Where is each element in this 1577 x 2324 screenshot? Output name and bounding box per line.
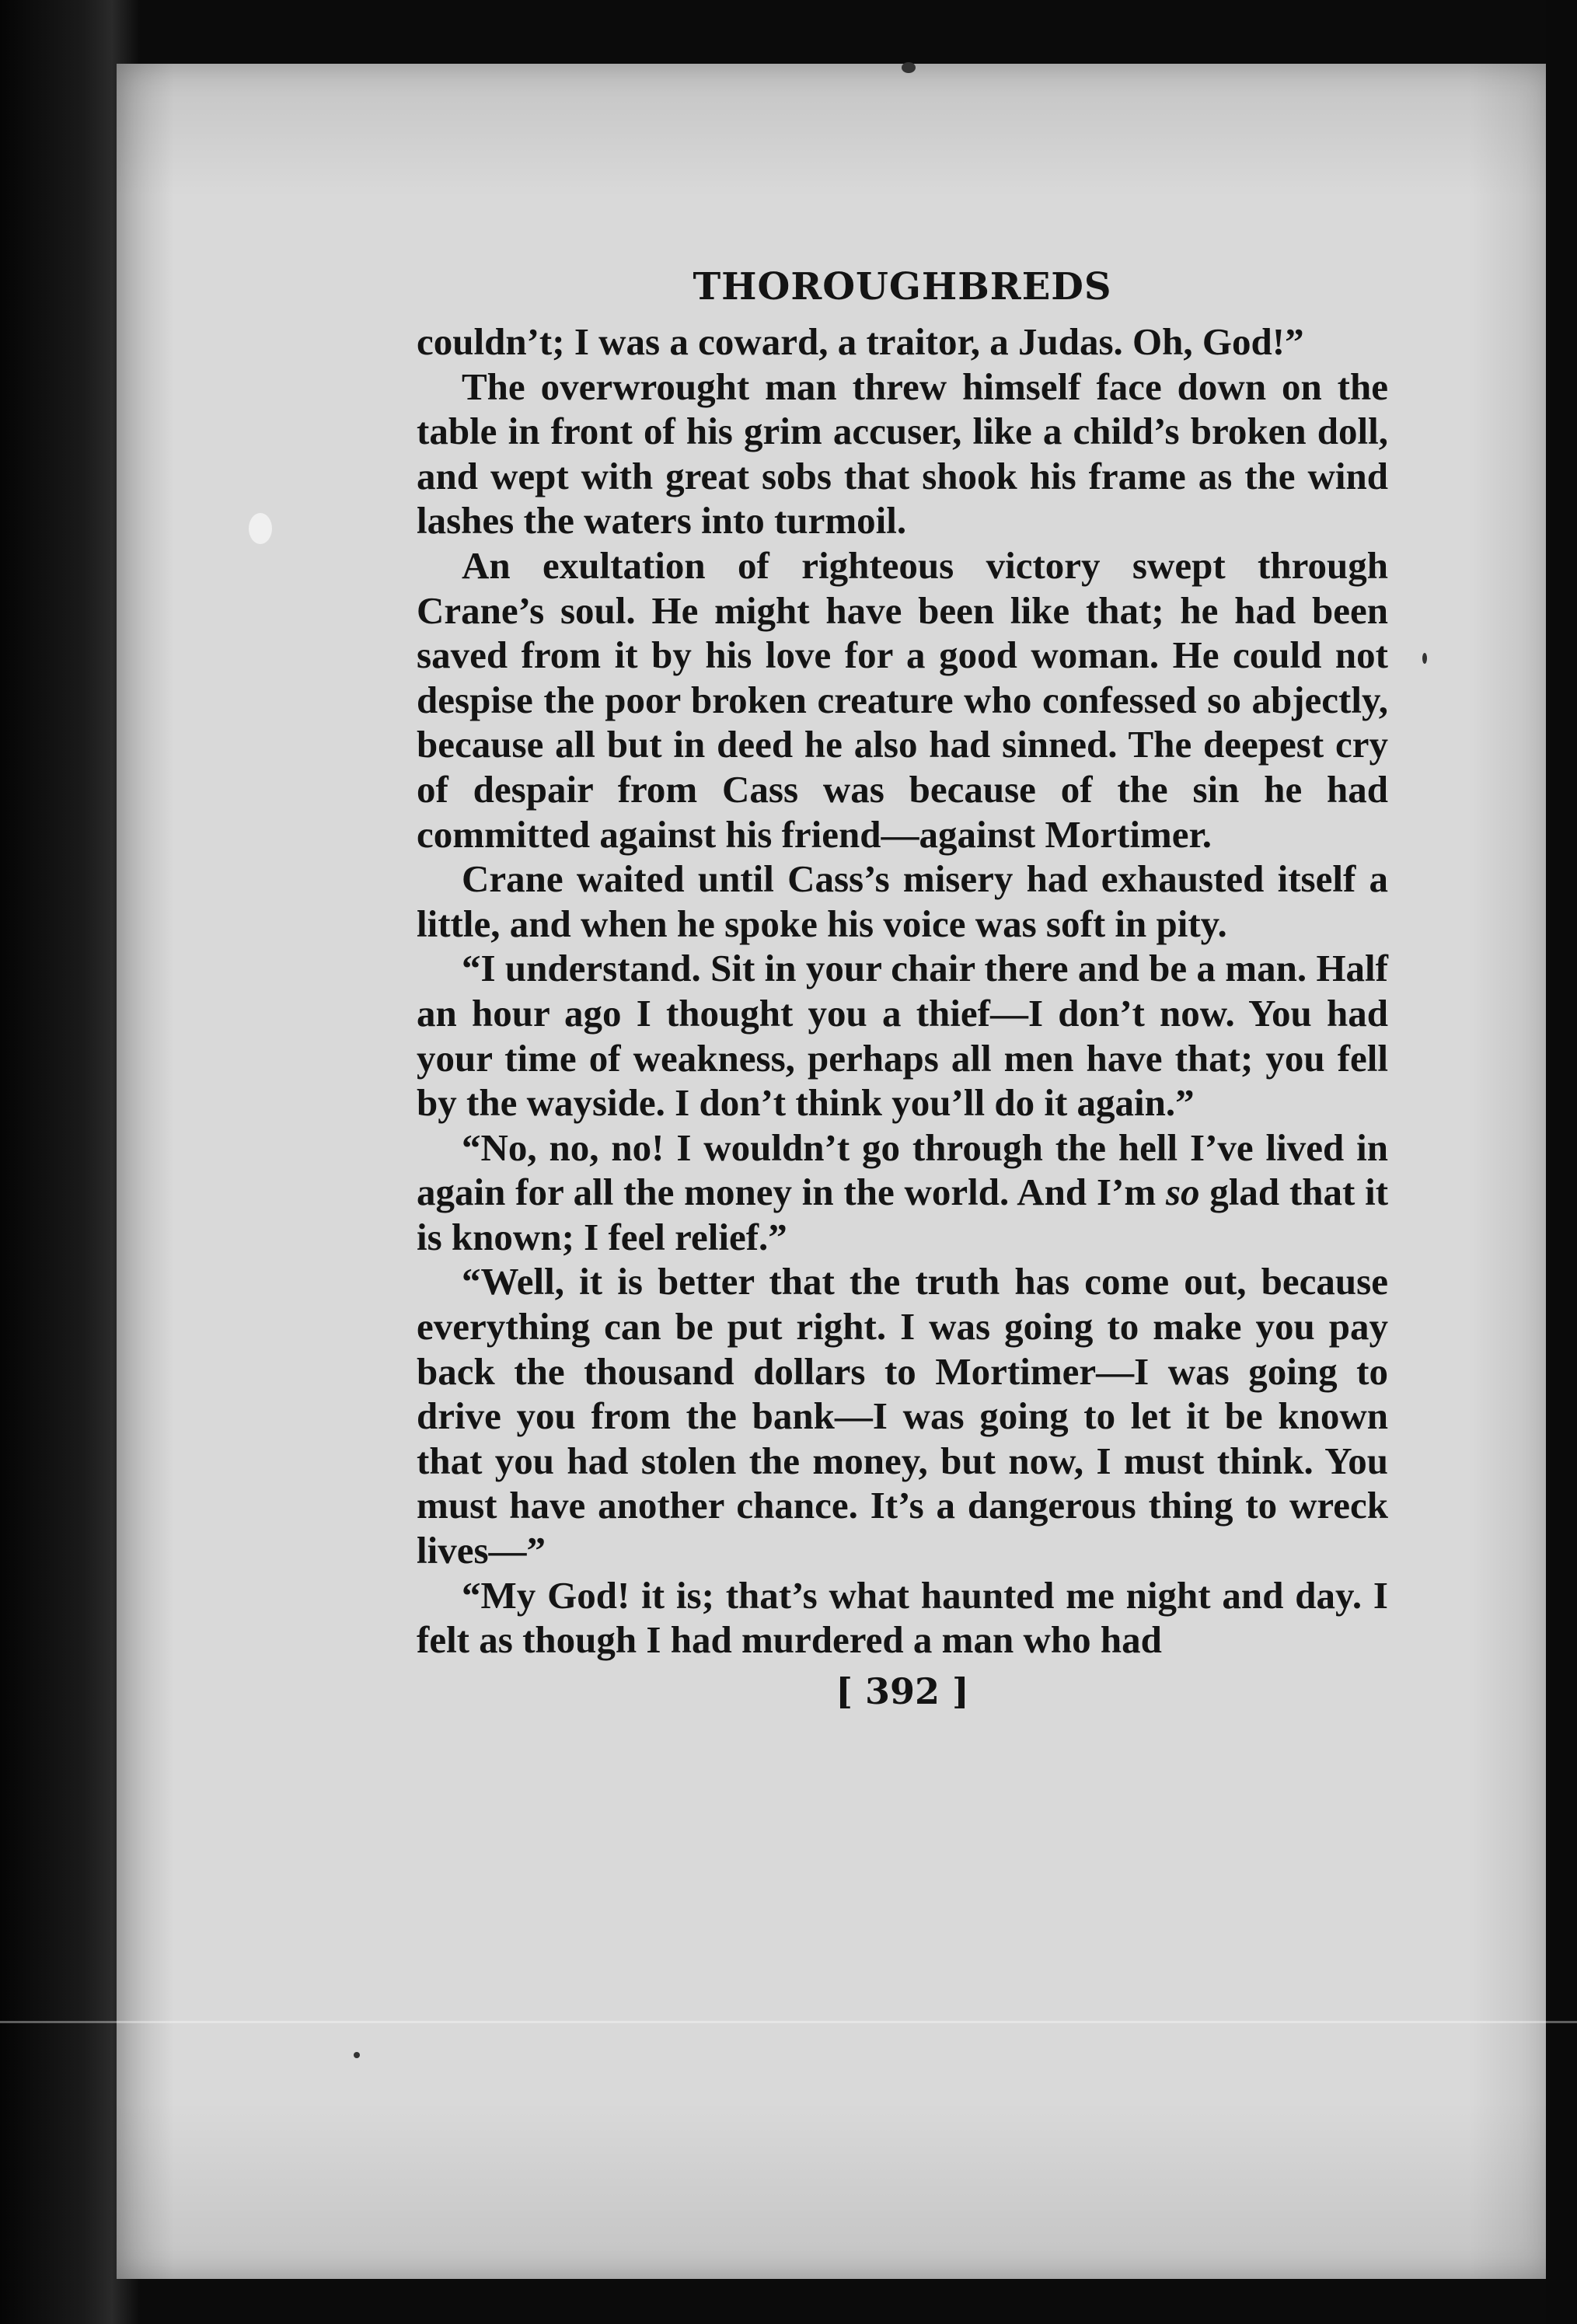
paragraph: “My God! it is; that’s what haunted me night and day. I felt as though I had murdered a man who had [417, 1573, 1388, 1662]
paragraph: “Well, it is better that the truth has come out, because everything can be put right. I was going to make you pay back the thousand dollars to Mortimer—I was going to drive you from the bank—I was going to let it be known that you had stolen the money, but now, I must think. You must have another chance. It’s a dangerous thing to wreck lives—” [417, 1260, 1388, 1572]
paragraph: couldn’t; I was a coward, a traitor, a Judas. Oh, God!” [417, 320, 1304, 363]
scan-artifact-line [0, 2021, 1577, 2023]
page-number: [ 392 ] [836, 1670, 969, 1712]
paragraph: “I understand. Sit in your chair there and be a man. Half an hour ago I thought you a thief—I don’t now. You had your time of weakness, perhaps all men have that; you fell by the wayside. I don’t think you’ll do it again.” [417, 947, 1388, 1125]
paragraph-text: glad that it is known; I feel relief.” [417, 1171, 1389, 1258]
paper-blemish [249, 513, 272, 544]
paragraph: An exultation of righteous victory swept through Crane’s soul. He might have been like that; he had been saved from it by his love for a good woman. He could not despise the poor broken creature who confessed so abjectly, because all but in deed he also had sinned. The deepest cry of despair from Cass was because of the sin he had committed against his friend—against Mortimer. [417, 543, 1388, 856]
ink-speck [902, 62, 916, 73]
ink-speck [1422, 653, 1427, 664]
text-block [417, 265, 1389, 1712]
paragraph: Crane waited until Cass’s misery had exhausted itself a little, and when he spoke his voice was soft in pity. [417, 857, 1388, 945]
running-head: THOROUGHBREDS [693, 265, 1112, 309]
right-scan-border [1546, 0, 1577, 2324]
paragraph: The overwrought man threw himself face down on the table in front of his grim accuser, like a child’s broken doll, and wept with great sobs that shook his frame as the wind lashes the waters into turmoil. [417, 365, 1388, 543]
emphasized-word: so [1165, 1171, 1200, 1214]
paragraph [417, 1125, 1388, 1260]
ink-speck [354, 2052, 360, 2058]
paragraph-text: “No, no, no! I wouldn’t go through the hell I’ve lived in again for all the money in the world. And I’m [417, 1125, 1388, 1214]
